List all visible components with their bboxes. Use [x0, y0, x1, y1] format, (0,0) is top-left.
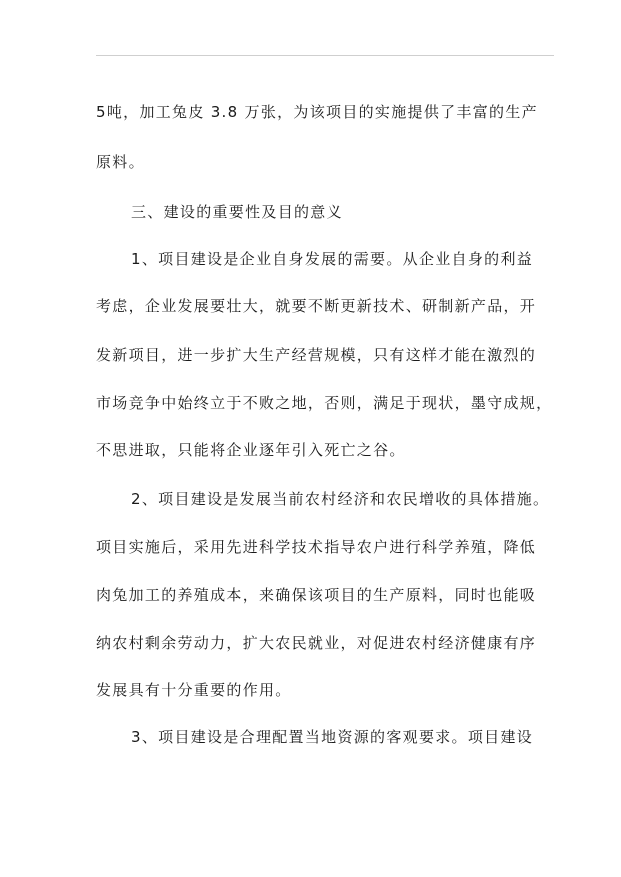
paragraph-1-line-1: 1、项目建设是企业自身发展的需要。从企业自身的利益 — [131, 250, 534, 268]
paragraph-3-line-1: 3、项目建设是合理配置当地资源的客观要求。项目建设 — [131, 728, 534, 746]
paragraph-2-line-3: 肉兔加工的养殖成本，来确保该项目的生产原料，同时也能吸 — [96, 586, 537, 604]
body-line-1: 5吨，加工兔皮 3.8 万张，为该项目的实施提供了丰富的生产 — [96, 103, 538, 121]
paragraph-1-line-5: 不思进取，只能将企业逐年引入死亡之谷。 — [96, 441, 406, 459]
paragraph-1-line-3: 发新项目，进一步扩大生产经营规模，只有这样才能在激烈的 — [96, 346, 537, 364]
paragraph-1-line-4: 市场竞争中始终立于不败之地，否则，满足于现状，墨守成规， — [96, 394, 553, 412]
paragraph-1-line-2: 考虑，企业发展要壮大，就要不断更新技术、研制新产品，开 — [96, 297, 537, 315]
paragraph-2-line-5: 发展具有十分重要的作用。 — [96, 681, 292, 699]
paragraph-2-line-4: 纳农村剩余劳动力，扩大农民就业，对促进农村经济健康有序 — [96, 634, 537, 652]
header-rule — [96, 55, 554, 56]
body-line-2: 原料。 — [96, 153, 145, 171]
paragraph-2-line-1: 2、项目建设是发展当前农村经济和农民增收的具体措施。 — [131, 490, 550, 508]
section-heading: 三、建设的重要性及目的意义 — [131, 203, 343, 221]
paragraph-2-line-2: 项目实施后，采用先进科学技术指导农户进行科学养殖，降低 — [96, 538, 537, 556]
